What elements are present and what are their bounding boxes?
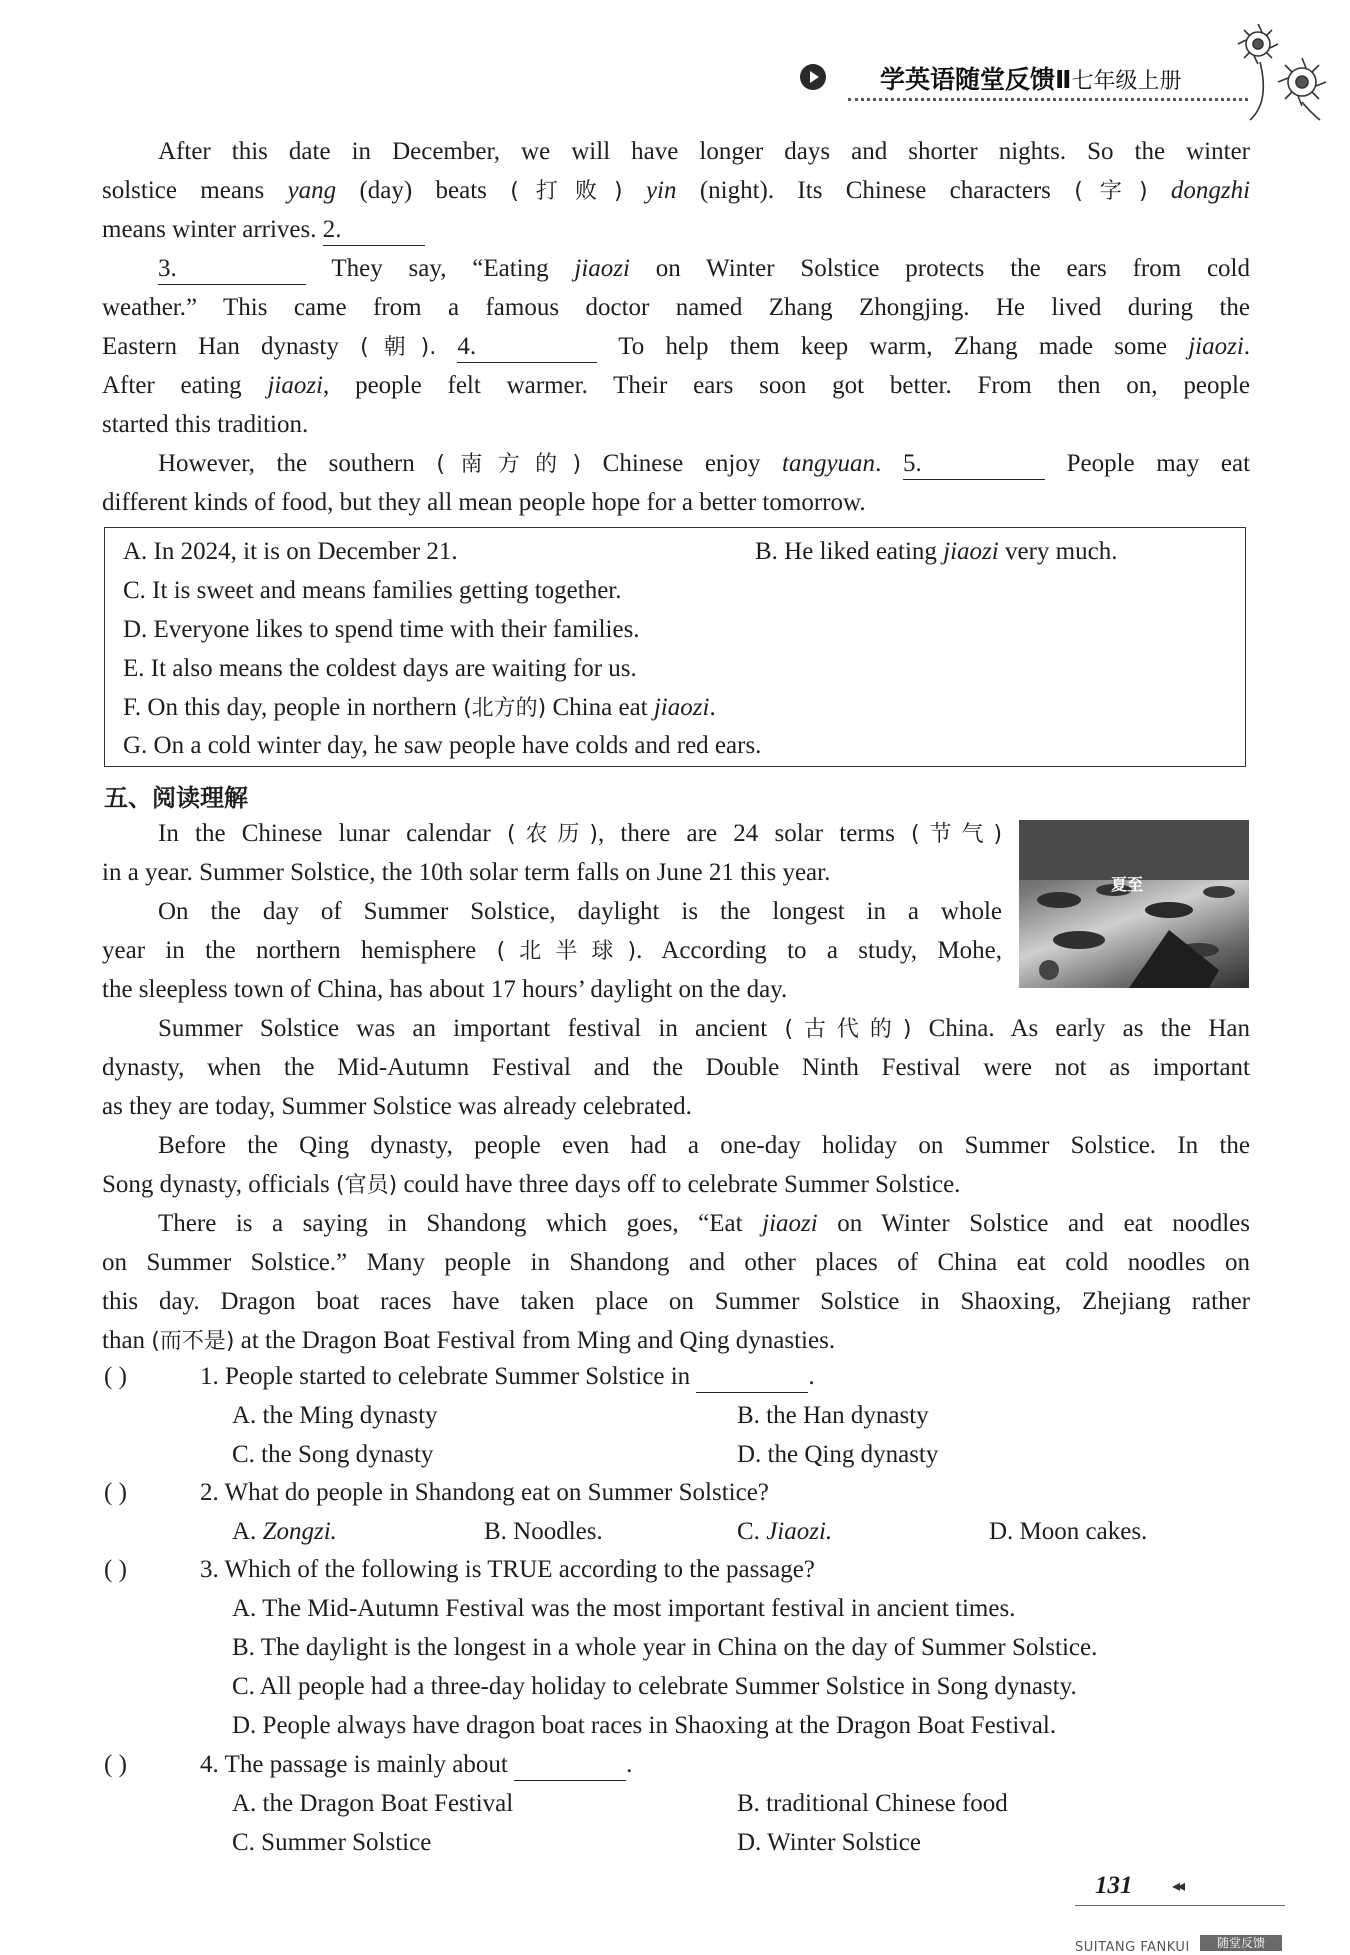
answer-bracket-1[interactable]: ( ) (104, 1363, 127, 1390)
passage1-line: solstice means yang (day) beats (打败) yin (night). Its Chinese characters (字) dongzhi (102, 177, 1251, 204)
question-4-option-d[interactable]: D. Winter Solstice (737, 1829, 921, 1856)
blank-4[interactable]: 4. (457, 332, 597, 363)
question-1-option-b[interactable]: B. the Han dynasty (737, 1402, 929, 1429)
question-1-option-d[interactable]: D. the Qing dynasty (737, 1441, 939, 1468)
passage2-line: year in the northern hemisphere (北半球). According to a study, Mohe, (102, 937, 1003, 964)
option-a: A. In 2024, it is on December 21. (123, 538, 458, 565)
question-4-option-b[interactable]: B. traditional Chinese food (737, 1790, 1008, 1817)
section-heading: 五、阅读理解 (104, 784, 248, 812)
header-dotted-rule (848, 98, 1248, 101)
question-1-option-c[interactable]: C. the Song dynasty (232, 1441, 434, 1468)
passage2-line: Summer Solstice was an important festival in ancient (古代的) China. As early as the Han (158, 1015, 1251, 1042)
passage2-line: Song dynasty, officials (官员) could have three days off to celebrate Summer Solstice. (102, 1171, 961, 1198)
question-4-option-a[interactable]: A. the Dragon Boat Festival (232, 1790, 514, 1817)
passage1-line: Eastern Han dynasty (朝). 4. To help them keep warm, Zhang made some jiaozi. (102, 328, 1250, 368)
passage1-line: After this date in December, we will have longer days and shorter nights. So the winter (158, 138, 1250, 165)
question-1-option-a[interactable]: A. the Ming dynasty (232, 1402, 438, 1429)
double-arrow-left-icon: ◂◂ (1172, 1878, 1183, 1895)
photo-caption: 夏至 (1111, 875, 1144, 894)
option-c: C. It is sweet and means families getting together. (123, 577, 622, 604)
passage2-line: as they are today, Summer Solstice was already celebrated. (102, 1093, 692, 1120)
question-1-blank[interactable] (696, 1362, 808, 1393)
question-2-option-d[interactable]: D. Moon cakes. (989, 1518, 1148, 1545)
question-4-blank[interactable] (514, 1750, 626, 1781)
question-3-option-b[interactable]: B. The daylight is the longest in a whole year in China on the day of Summer Solstice. (232, 1634, 1098, 1661)
blank-5[interactable]: 5. (903, 449, 1045, 480)
answer-bracket-4[interactable]: ( ) (104, 1751, 127, 1778)
passage2-line: this day. Dragon boat races have taken place on Summer Solstice in Shaoxing, Zhejiang rather (102, 1288, 1250, 1315)
question-2-option-b[interactable]: B. Noodles. (484, 1518, 603, 1545)
option-f: F. On this day, people in northern (北方的) China eat jiaozi. (123, 694, 716, 721)
option-e: E. It also means the coldest days are waiting for us. (123, 655, 637, 682)
option-g: G. On a cold winter day, he saw people have colds and red ears. (123, 732, 762, 759)
blank-3[interactable]: 3. (158, 254, 306, 285)
passage2-line: the sleepless town of China, has about 17 hours’ daylight on the day. (102, 976, 788, 1003)
option-d: D. Everyone likes to spend time with their families. (123, 616, 640, 643)
footer-publisher-tag: 随堂反馈 (1200, 1935, 1282, 1951)
footer-publisher-en: SUITANG FANKUI (1075, 1940, 1190, 1955)
passage2-line: on Summer Solstice.” Many people in Shandong and other places of China eat cold noodles on (102, 1249, 1250, 1276)
passage2-line: in a year. Summer Solstice, the 10th solar term falls on June 21 this year. (102, 859, 831, 886)
passage2-line: In the Chinese lunar calendar (农历), there are 24 solar terms (节气) (158, 820, 1003, 847)
passage2-line: dynasty, when the Mid-Autumn Festival and the Double Ninth Festival were not as important (102, 1054, 1250, 1081)
question-4-stem: 4. The passage is mainly about . (200, 1750, 632, 1781)
question-3-option-d[interactable]: D. People always have dragon boat races in Shaoxing at the Dragon Boat Festival. (232, 1712, 1057, 1739)
answer-bracket-2[interactable]: ( ) (104, 1479, 127, 1506)
passage1-line: started this tradition. (102, 411, 309, 438)
grade-label: 七年级上册 (1071, 69, 1182, 94)
footer-rule (1075, 1905, 1285, 1906)
passage1-line: weather.” This came from a famous doctor named Zhang Zhongjing. He lived during the (102, 294, 1250, 321)
sunflower-decoration-icon (1220, 12, 1340, 122)
question-3-option-c[interactable]: C. All people had a three-day holiday to celebrate Summer Solstice in Song dynasty. (232, 1673, 1077, 1700)
passage2-line: than (而不是) at the Dragon Boat Festival from Ming and Qing dynasties. (102, 1327, 836, 1354)
summer-solstice-photo (1019, 820, 1249, 988)
page-header (800, 56, 1240, 100)
question-1-stem: 1. People started to celebrate Summer Solstice in . (200, 1362, 815, 1393)
passage1-line: means winter arrives. 2. (102, 211, 1250, 250)
option-b: B. He liked eating jiaozi very much. (755, 538, 1118, 565)
passage2-line: On the day of Summer Solstice, daylight is the longest in a whole (158, 898, 1002, 925)
blank-2[interactable]: 2. (323, 215, 425, 246)
question-3-stem: 3. Which of the following is TRUE according to the passage? (200, 1556, 815, 1583)
question-2-option-a[interactable]: A. Zongzi. (232, 1518, 337, 1545)
passage2-line: Before the Qing dynasty, people even had a one-day holiday on Summer Solstice. In the (158, 1132, 1250, 1159)
question-2-stem: 2. What do people in Shandong eat on Summer Solstice? (200, 1479, 769, 1506)
answer-bracket-3[interactable]: ( ) (104, 1556, 127, 1583)
play-icon (800, 64, 826, 90)
passage1-line: 3. They say, “Eating jiaozi on Winter Solstice protects the ears from cold (102, 250, 1250, 289)
page-number: 131 (1095, 1872, 1133, 1899)
passage2-line: There is a saying in Shandong which goes, “Eat jiaozi on Winter Solstice and eat noodles (158, 1210, 1251, 1237)
question-3-option-a[interactable]: A. The Mid-Autumn Festival was the most important festival in ancient times. (232, 1595, 1016, 1622)
passage1-line: different kinds of food, but they all mean people hope for a better tomorrow. (102, 489, 866, 516)
book-title: 学英语随堂反馈Ⅱ七年级上册 (880, 65, 1182, 94)
question-2-option-c[interactable]: C. Jiaozi. (737, 1518, 833, 1545)
passage1-line: After eating jiaozi, people felt warmer. Their ears soon got better. From then on, people (102, 372, 1250, 399)
options-box (104, 527, 1246, 767)
question-4-option-c[interactable]: C. Summer Solstice (232, 1829, 432, 1856)
passage1-line: However, the southern (南方的) Chinese enjoy tangyuan. 5. People may eat (102, 445, 1250, 485)
